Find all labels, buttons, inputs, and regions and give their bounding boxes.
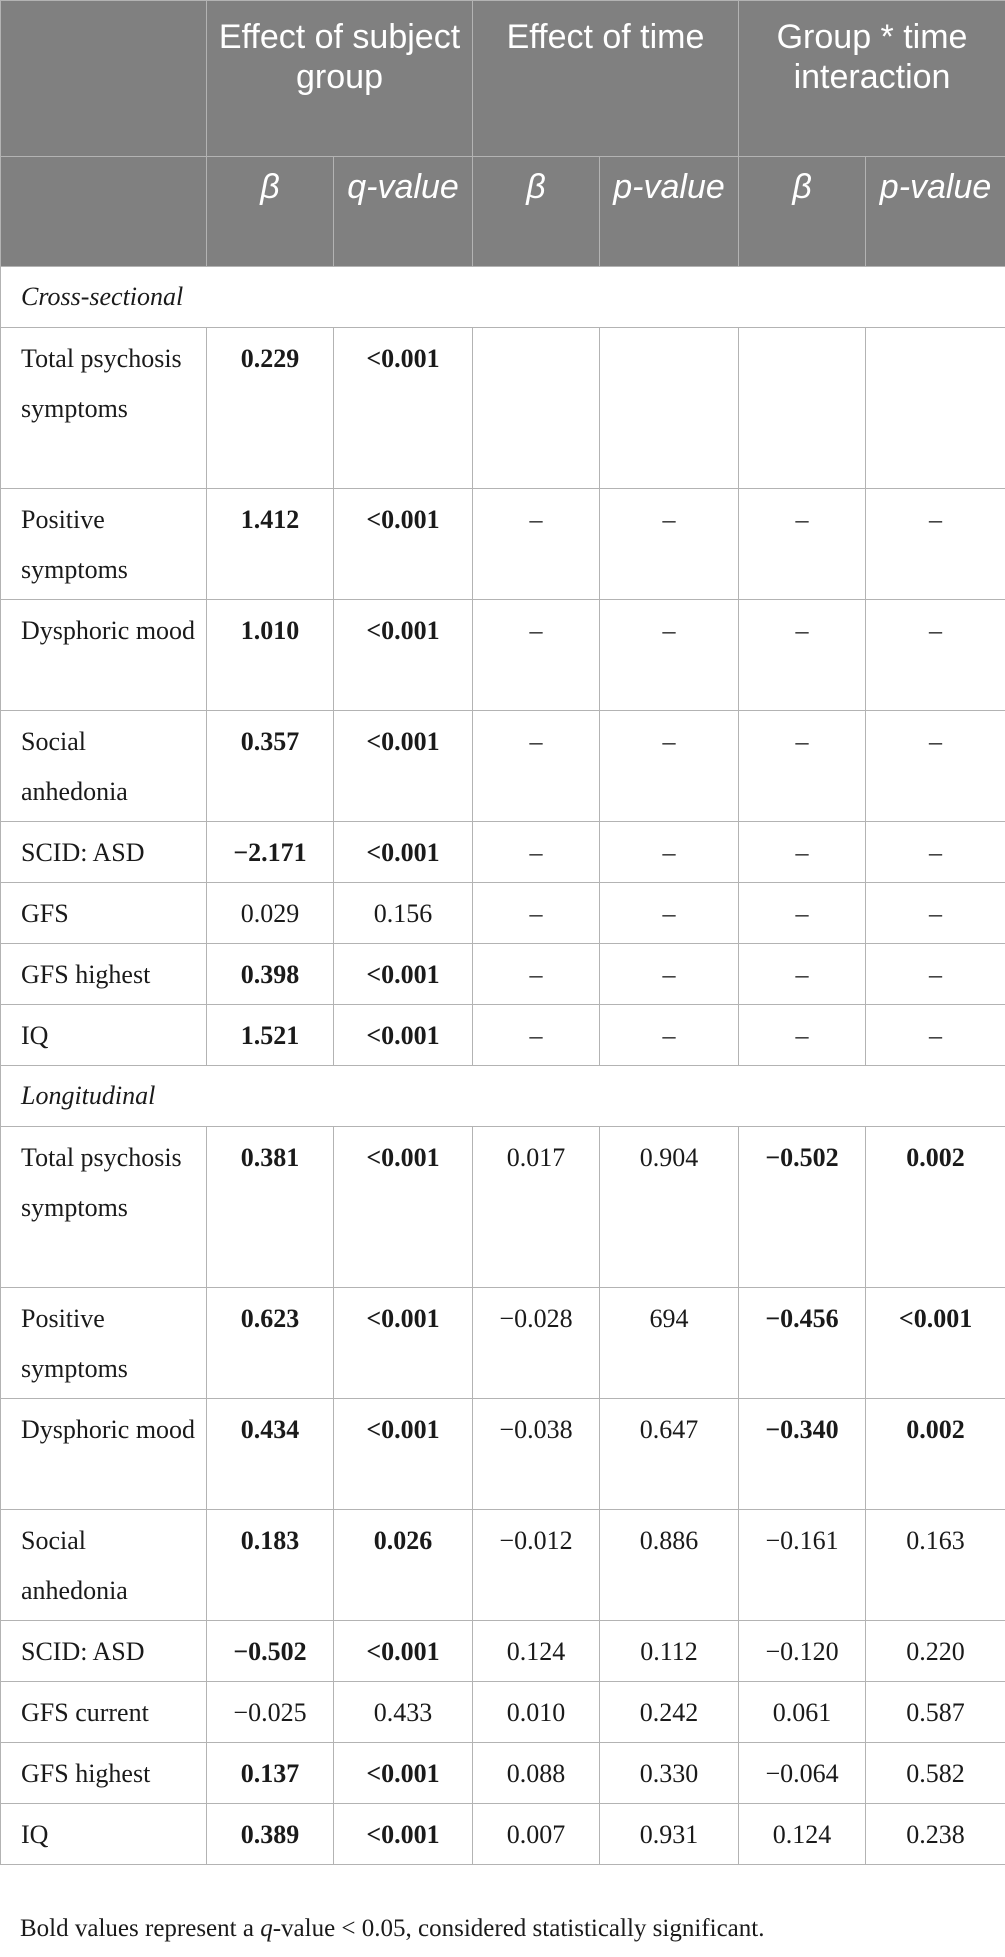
value-cell: 0.183 [207, 1510, 334, 1621]
value-cell: – [473, 822, 600, 883]
header-group-interaction: Group * time interaction [739, 1, 1005, 157]
value-cell: 0.229 [207, 328, 334, 489]
value-cell: <0.001 [334, 489, 473, 600]
value-cell: – [866, 822, 1005, 883]
value-cell: 0.381 [207, 1127, 334, 1288]
value-cell: 0.357 [207, 711, 334, 822]
table-row [1, 944, 1005, 1005]
value-cell: – [739, 1005, 866, 1066]
value-cell: 1.521 [207, 1005, 334, 1066]
value-cell: −0.012 [473, 1510, 600, 1621]
row-label: GFS current [1, 1682, 207, 1743]
value-cell: −0.456 [739, 1288, 866, 1399]
table-row [1, 1621, 1005, 1682]
value-cell [739, 328, 866, 489]
value-cell: 0.088 [473, 1743, 600, 1804]
table-row [1, 822, 1005, 883]
table-row [1, 1682, 1005, 1743]
value-cell: <0.001 [334, 1127, 473, 1288]
value-cell: 0.582 [866, 1743, 1005, 1804]
value-cell: 0.026 [334, 1510, 473, 1621]
value-cell [600, 328, 739, 489]
header-beta: β [739, 157, 866, 267]
row-label: SCID: ASD [1, 1621, 207, 1682]
header-beta: β [207, 157, 334, 267]
value-cell: – [866, 600, 1005, 711]
header-corner-2 [1, 157, 207, 267]
value-cell: 0.156 [334, 883, 473, 944]
value-cell: <0.001 [334, 1288, 473, 1399]
value-cell: – [866, 1005, 1005, 1066]
value-cell: – [473, 600, 600, 711]
value-cell: 0.398 [207, 944, 334, 1005]
value-cell: – [473, 883, 600, 944]
row-label: Total psychosis symptoms [1, 328, 207, 489]
table-footnote [20, 1915, 764, 1943]
value-cell: – [739, 883, 866, 944]
value-cell: <0.001 [334, 600, 473, 711]
value-cell: 0.061 [739, 1682, 866, 1743]
value-cell: – [600, 711, 739, 822]
value-cell: 0.017 [473, 1127, 600, 1288]
value-cell: <0.001 [866, 1288, 1005, 1399]
footnote-text-before: Bold values represent a [20, 1915, 261, 1942]
value-cell: – [739, 944, 866, 1005]
value-cell: – [600, 600, 739, 711]
row-label: Social anhedonia [1, 1510, 207, 1621]
row-label: IQ [1, 1804, 207, 1865]
table-row [1, 1127, 1005, 1288]
row-label: Positive symptoms [1, 1288, 207, 1399]
header-p-value: p-value [866, 157, 1005, 267]
table-row [1, 711, 1005, 822]
value-cell: 0.010 [473, 1682, 600, 1743]
header-p-value: p-value [600, 157, 739, 267]
row-label: Social anhedonia [1, 711, 207, 822]
value-cell: – [739, 489, 866, 600]
row-label: Total psychosis symptoms [1, 1127, 207, 1288]
header-row-groups [1, 1, 1005, 157]
table-row [1, 1510, 1005, 1621]
value-cell: 0.002 [866, 1127, 1005, 1288]
value-cell: 0.002 [866, 1399, 1005, 1510]
table-row [1, 489, 1005, 600]
value-cell: 0.389 [207, 1804, 334, 1865]
value-cell: <0.001 [334, 1743, 473, 1804]
value-cell: −0.340 [739, 1399, 866, 1510]
value-cell: 694 [600, 1288, 739, 1399]
header-q-value: q-value [334, 157, 473, 267]
table-body [1, 267, 1005, 1865]
value-cell: – [739, 600, 866, 711]
value-cell: −0.502 [207, 1621, 334, 1682]
value-cell: 0.220 [866, 1621, 1005, 1682]
value-cell: 1.412 [207, 489, 334, 600]
table-row [1, 328, 1005, 489]
value-cell: – [866, 944, 1005, 1005]
row-label: GFS highest [1, 1743, 207, 1804]
header-group-subject: Effect of subject group [207, 1, 473, 157]
value-cell: – [739, 711, 866, 822]
value-cell: 0.931 [600, 1804, 739, 1865]
table-row [1, 1804, 1005, 1865]
value-cell: <0.001 [334, 711, 473, 822]
table-row [1, 600, 1005, 711]
value-cell: <0.001 [334, 944, 473, 1005]
value-cell: 0.124 [473, 1621, 600, 1682]
value-cell: −0.502 [739, 1127, 866, 1288]
footnote-q: q [260, 1915, 273, 1942]
value-cell: – [866, 711, 1005, 822]
row-label: Dysphoric mood [1, 1399, 207, 1510]
value-cell: 0.007 [473, 1804, 600, 1865]
value-cell [866, 328, 1005, 489]
value-cell: – [473, 489, 600, 600]
value-cell: −0.025 [207, 1682, 334, 1743]
footnote-text-after: -value < 0.05, considered statistically significant. [272, 1915, 765, 1942]
value-cell: – [473, 711, 600, 822]
row-label: IQ [1, 1005, 207, 1066]
header-group-time: Effect of time [473, 1, 739, 157]
value-cell: −0.038 [473, 1399, 600, 1510]
section-title: Cross-sectional [1, 267, 1005, 328]
value-cell: <0.001 [334, 1005, 473, 1066]
table-row [1, 1288, 1005, 1399]
value-cell: 0.904 [600, 1127, 739, 1288]
header-corner [1, 1, 207, 157]
value-cell: <0.001 [334, 822, 473, 883]
value-cell: 0.434 [207, 1399, 334, 1510]
value-cell: <0.001 [334, 1399, 473, 1510]
section-row [1, 267, 1005, 328]
header-beta: β [473, 157, 600, 267]
value-cell: – [600, 1005, 739, 1066]
value-cell: – [600, 822, 739, 883]
value-cell: −0.028 [473, 1288, 600, 1399]
row-label: Dysphoric mood [1, 600, 207, 711]
value-cell: – [866, 883, 1005, 944]
table-row [1, 1399, 1005, 1510]
table-row [1, 1743, 1005, 1804]
value-cell: 0.242 [600, 1682, 739, 1743]
value-cell: 0.623 [207, 1288, 334, 1399]
section-title: Longitudinal [1, 1066, 1005, 1127]
value-cell: 0.029 [207, 883, 334, 944]
header-row-stats [1, 157, 1005, 267]
value-cell: – [600, 883, 739, 944]
value-cell: 0.112 [600, 1621, 739, 1682]
value-cell: – [600, 944, 739, 1005]
value-cell: 0.238 [866, 1804, 1005, 1865]
value-cell: <0.001 [334, 1804, 473, 1865]
row-label: Positive symptoms [1, 489, 207, 600]
value-cell: 0.647 [600, 1399, 739, 1510]
value-cell: 0.433 [334, 1682, 473, 1743]
section-row [1, 1066, 1005, 1127]
value-cell: – [473, 1005, 600, 1066]
value-cell: 0.137 [207, 1743, 334, 1804]
value-cell: – [866, 489, 1005, 600]
value-cell: <0.001 [334, 1621, 473, 1682]
row-label: GFS highest [1, 944, 207, 1005]
value-cell: −0.120 [739, 1621, 866, 1682]
value-cell: 0.886 [600, 1510, 739, 1621]
value-cell: −0.161 [739, 1510, 866, 1621]
value-cell: −0.064 [739, 1743, 866, 1804]
value-cell: – [473, 944, 600, 1005]
value-cell: – [739, 822, 866, 883]
value-cell: 0.124 [739, 1804, 866, 1865]
value-cell [473, 328, 600, 489]
row-label: GFS [1, 883, 207, 944]
value-cell: 0.330 [600, 1743, 739, 1804]
value-cell: 0.163 [866, 1510, 1005, 1621]
value-cell: – [600, 489, 739, 600]
value-cell: <0.001 [334, 328, 473, 489]
table-row [1, 883, 1005, 944]
row-label: SCID: ASD [1, 822, 207, 883]
table-row [1, 1005, 1005, 1066]
value-cell: 1.010 [207, 600, 334, 711]
value-cell: −2.171 [207, 822, 334, 883]
value-cell: 0.587 [866, 1682, 1005, 1743]
